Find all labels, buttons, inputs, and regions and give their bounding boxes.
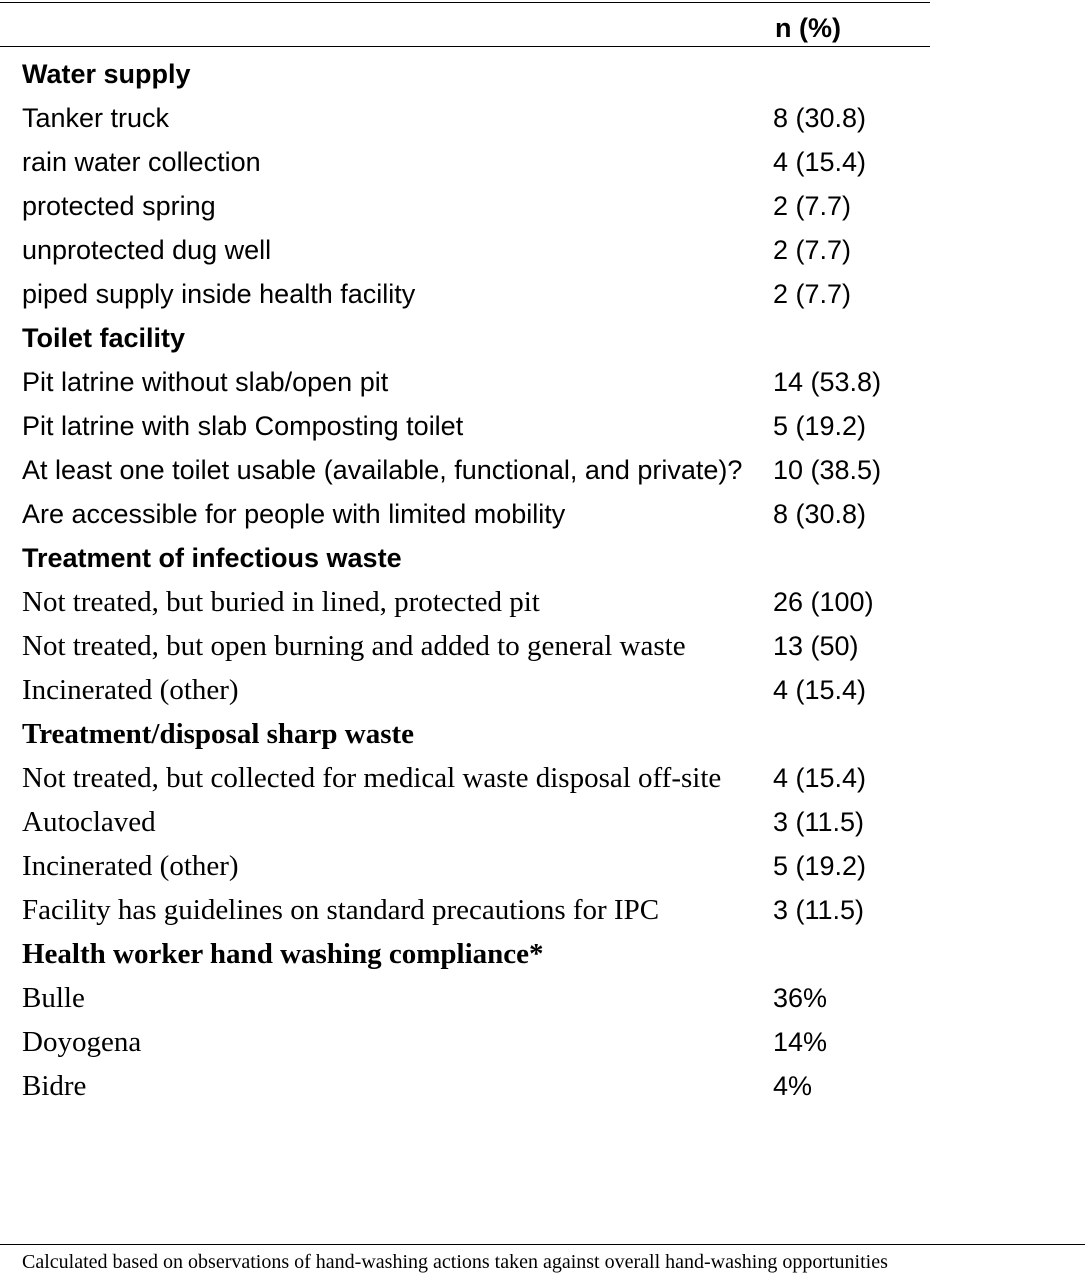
table-row	[0, 448, 930, 492]
section-header-row	[0, 536, 930, 580]
row-value: 5 (19.2)	[773, 851, 867, 881]
row-value: 4 (15.4)	[773, 675, 867, 705]
row-value: 8 (30.8)	[773, 499, 867, 529]
section-title: Treatment/disposal sharp waste	[22, 718, 415, 750]
row-label: Facility has guidelines on standard precautions for IPC	[22, 894, 660, 926]
row-label: Incinerated (other)	[22, 850, 239, 882]
section-title: Treatment of infectious waste	[22, 543, 402, 573]
row-label: Bulle	[22, 982, 85, 1014]
section-title: Health worker hand washing compliance*	[22, 938, 544, 970]
table-row	[0, 96, 930, 140]
section-header-row	[0, 932, 930, 976]
table-top-rule	[0, 2, 930, 3]
row-label: Doyogena	[22, 1026, 142, 1058]
row-label: Pit latrine without slab/open pit	[22, 367, 389, 397]
table-row	[0, 404, 930, 448]
row-value: 4%	[773, 1071, 813, 1101]
row-label: At least one toilet usable (available, functional, and private)?	[22, 455, 743, 485]
row-value: 5 (19.2)	[773, 411, 867, 441]
row-label: Not treated, but collected for medical waste disposal off-site	[22, 762, 722, 794]
table-row	[0, 272, 930, 316]
row-value: 26 (100)	[773, 587, 874, 617]
table-row	[0, 800, 930, 844]
table-row	[0, 580, 930, 624]
table-body	[0, 52, 1085, 1108]
row-label: Not treated, but buried in lined, protected pit	[22, 586, 540, 618]
table-row	[0, 228, 930, 272]
row-value: 2 (7.7)	[773, 191, 852, 221]
row-label: Not treated, but open burning and added to general waste	[22, 630, 686, 662]
row-value: 2 (7.7)	[773, 235, 852, 265]
table-bottom-rule	[0, 1244, 1085, 1245]
row-value: 2 (7.7)	[773, 279, 852, 309]
row-value: 13 (50)	[773, 631, 859, 661]
row-label: rain water collection	[22, 147, 261, 177]
row-value: 4 (15.4)	[773, 763, 867, 793]
column-header-n-percent: n (%)	[775, 13, 841, 43]
table-row	[0, 888, 930, 932]
row-label: Bidre	[22, 1070, 87, 1102]
row-value: 36%	[773, 983, 828, 1013]
row-value: 8 (30.8)	[773, 103, 867, 133]
table-row	[0, 756, 930, 800]
section-header-row	[0, 712, 930, 756]
row-value: 3 (11.5)	[773, 807, 865, 837]
section-title: Water supply	[22, 59, 191, 89]
row-label: unprotected dug well	[22, 235, 272, 265]
row-label: Pit latrine with slab Composting toilet	[22, 411, 464, 441]
row-label: Autoclaved	[22, 806, 156, 838]
row-value: 3 (11.5)	[773, 895, 865, 925]
table-row	[0, 624, 930, 668]
row-label: Are accessible for people with limited mobility	[22, 499, 566, 529]
row-value: 4 (15.4)	[773, 147, 867, 177]
section-header-row	[0, 316, 930, 360]
row-label: protected spring	[22, 191, 216, 221]
table-row	[0, 844, 930, 888]
section-title: Toilet facility	[22, 323, 186, 353]
table-footnote: Calculated based on observations of hand-washing actions taken against overall hand-washing opportunities	[22, 1251, 888, 1273]
row-value: 14%	[773, 1027, 828, 1057]
table-row	[0, 184, 930, 228]
row-value: 14 (53.8)	[773, 367, 882, 397]
table-row	[0, 976, 930, 1020]
row-label: Incinerated (other)	[22, 674, 239, 706]
table-row	[0, 140, 930, 184]
table-header-rule	[0, 46, 930, 47]
table-row	[0, 360, 930, 404]
row-label: piped supply inside health facility	[22, 279, 416, 309]
table-row	[0, 1020, 930, 1064]
section-header-row	[0, 52, 930, 96]
table-row	[0, 492, 930, 536]
row-value: 10 (38.5)	[773, 455, 882, 485]
table-row	[0, 668, 930, 712]
table-row	[0, 1064, 930, 1108]
row-label: Tanker truck	[22, 103, 170, 133]
